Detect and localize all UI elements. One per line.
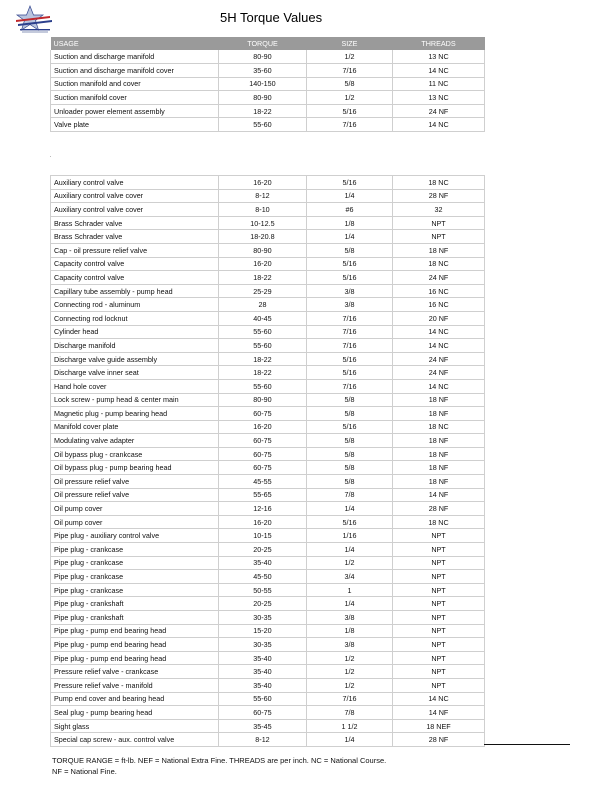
table-row xyxy=(51,570,485,584)
table-row xyxy=(51,733,485,747)
torque-cell: 45-55 xyxy=(219,475,307,489)
torque-cell: 45-50 xyxy=(219,570,307,584)
threads-cell: 24 NF xyxy=(393,366,485,380)
torque-cell: 16-20 xyxy=(219,515,307,529)
table-row xyxy=(51,91,485,105)
threads-cell: 18 NC xyxy=(393,257,485,271)
torque-cell: 35-45 xyxy=(219,719,307,733)
usage-cell: Pipe plug - crankshaft xyxy=(51,597,219,611)
threads-cell: 20 NF xyxy=(393,311,485,325)
torque-cell: 60-75 xyxy=(219,706,307,720)
divider-line xyxy=(484,744,570,745)
table-row xyxy=(51,420,485,434)
size-cell: 1/2 xyxy=(307,651,393,665)
size-cell: 5/16 xyxy=(307,271,393,285)
threads-cell: 14 NC xyxy=(393,339,485,353)
size-cell: 3/8 xyxy=(307,611,393,625)
page-title: 5H Torque Values xyxy=(220,10,323,25)
threads-cell: 16 NC xyxy=(393,298,485,312)
table-row xyxy=(51,583,485,597)
torque-cell: 35-40 xyxy=(219,651,307,665)
table-row xyxy=(51,311,485,325)
size-cell: 5/16 xyxy=(307,176,393,190)
torque-cell: 35-40 xyxy=(219,678,307,692)
usage-cell: Oil pump cover xyxy=(51,515,219,529)
usage-cell: Auxiliary control valve xyxy=(51,176,219,190)
table-row xyxy=(51,624,485,638)
torque-cell: 60-75 xyxy=(219,434,307,448)
size-cell: 1/4 xyxy=(307,733,393,747)
torque-cell: 55-60 xyxy=(219,339,307,353)
table-row xyxy=(51,298,485,312)
usage-cell: Pipe plug - crankshaft xyxy=(51,611,219,625)
table-row xyxy=(51,692,485,706)
separator-dot xyxy=(50,156,51,157)
threads-cell: 32 xyxy=(393,203,485,217)
usage-cell: Suction manifold cover xyxy=(51,91,219,105)
torque-cell: 18-22 xyxy=(219,366,307,380)
size-cell: 5/16 xyxy=(307,366,393,380)
table-row xyxy=(51,543,485,557)
size-cell: 1/2 xyxy=(307,665,393,679)
size-cell: 7/16 xyxy=(307,325,393,339)
threads-cell: 14 NF xyxy=(393,706,485,720)
usage-cell: Hand hole cover xyxy=(51,379,219,393)
size-cell: 7/16 xyxy=(307,379,393,393)
threads-cell: NPT xyxy=(393,216,485,230)
torque-cell: 15-20 xyxy=(219,624,307,638)
torque-cell: 16-20 xyxy=(219,176,307,190)
threads-cell: NPT xyxy=(393,583,485,597)
torque-cell: 60-75 xyxy=(219,447,307,461)
table-header-row xyxy=(51,37,485,50)
usage-cell: Discharge valve inner seat xyxy=(51,366,219,380)
table-row xyxy=(51,515,485,529)
torque-table-manifold xyxy=(50,37,485,132)
size-cell: 5/8 xyxy=(307,393,393,407)
table-row xyxy=(51,447,485,461)
usage-cell: Manifold cover plate xyxy=(51,420,219,434)
size-cell: 5/16 xyxy=(307,257,393,271)
threads-cell: NPT xyxy=(393,529,485,543)
size-cell: 5/8 xyxy=(307,461,393,475)
threads-cell: 18 NC xyxy=(393,515,485,529)
size-cell: 7/8 xyxy=(307,706,393,720)
table-row xyxy=(51,176,485,190)
size-cell: 5/16 xyxy=(307,515,393,529)
torque-cell: 12-16 xyxy=(219,502,307,516)
threads-cell: 13 NC xyxy=(393,91,485,105)
size-cell: 7/16 xyxy=(307,118,393,132)
threads-cell: NPT xyxy=(393,570,485,584)
torque-cell: 50-55 xyxy=(219,583,307,597)
table-row xyxy=(51,651,485,665)
usage-cell: Connecting rod locknut xyxy=(51,311,219,325)
threads-cell: NPT xyxy=(393,543,485,557)
torque-cell: 8-10 xyxy=(219,203,307,217)
torque-cell: 140-150 xyxy=(219,77,307,91)
usage-cell: Oil pump cover xyxy=(51,502,219,516)
table-row xyxy=(51,366,485,380)
usage-cell: Capillary tube assembly - pump head xyxy=(51,284,219,298)
torque-cell: 8-12 xyxy=(219,733,307,747)
torque-cell: 80-90 xyxy=(219,243,307,257)
usage-cell: Pipe plug - pump end bearing head xyxy=(51,651,219,665)
threads-cell: 18 NF xyxy=(393,447,485,461)
table-row xyxy=(51,339,485,353)
column-header-usage: USAGE xyxy=(51,37,219,50)
size-cell: 1/4 xyxy=(307,543,393,557)
size-cell: #6 xyxy=(307,203,393,217)
usage-cell: Oil bypass plug - pump bearing head xyxy=(51,461,219,475)
torque-cell: 18-22 xyxy=(219,352,307,366)
size-cell: 5/8 xyxy=(307,447,393,461)
threads-cell: 14 NC xyxy=(393,325,485,339)
table-row xyxy=(51,216,485,230)
usage-cell: Pipe plug - crankcase xyxy=(51,570,219,584)
usage-cell: Capacity control valve xyxy=(51,257,219,271)
torque-cell: 40-45 xyxy=(219,311,307,325)
usage-cell: Brass Schrader valve xyxy=(51,216,219,230)
table-row xyxy=(51,407,485,421)
size-cell: 7/16 xyxy=(307,311,393,325)
star-logo-icon xyxy=(14,5,56,35)
usage-cell: Special cap screw - aux. control valve xyxy=(51,733,219,747)
size-cell: 5/8 xyxy=(307,243,393,257)
size-cell: 5/8 xyxy=(307,77,393,91)
torque-cell: 18-22 xyxy=(219,104,307,118)
usage-cell: Suction and discharge manifold cover xyxy=(51,64,219,78)
size-cell: 1 xyxy=(307,583,393,597)
table-row xyxy=(51,379,485,393)
threads-cell: 24 NF xyxy=(393,352,485,366)
torque-cell: 35-40 xyxy=(219,665,307,679)
usage-cell: Magnetic plug - pump bearing head xyxy=(51,407,219,421)
threads-cell: 14 NC xyxy=(393,692,485,706)
size-cell: 1/2 xyxy=(307,91,393,105)
threads-cell: 14 NF xyxy=(393,488,485,502)
usage-cell: Seal plug - pump bearing head xyxy=(51,706,219,720)
column-header-threads: THREADS xyxy=(393,37,485,50)
usage-cell: Suction and discharge manifold xyxy=(51,50,219,64)
size-cell: 5/8 xyxy=(307,407,393,421)
torque-cell: 18-22 xyxy=(219,271,307,285)
table-row xyxy=(51,243,485,257)
torque-cell: 30-35 xyxy=(219,638,307,652)
threads-cell: 28 NF xyxy=(393,189,485,203)
torque-cell: 35-60 xyxy=(219,64,307,78)
size-cell: 5/8 xyxy=(307,475,393,489)
table-row xyxy=(51,719,485,733)
table-row xyxy=(51,393,485,407)
usage-cell: Cap - oil pressure relief valve xyxy=(51,243,219,257)
size-cell: 1 1/2 xyxy=(307,719,393,733)
usage-cell: Oil bypass plug - crankcase xyxy=(51,447,219,461)
threads-cell: 14 NC xyxy=(393,64,485,78)
table-row xyxy=(51,230,485,244)
size-cell: 1/8 xyxy=(307,624,393,638)
table-row xyxy=(51,678,485,692)
torque-cell: 55-60 xyxy=(219,692,307,706)
threads-cell: 18 NF xyxy=(393,407,485,421)
table-row xyxy=(51,77,485,91)
torque-cell: 18-20.8 xyxy=(219,230,307,244)
table-row xyxy=(51,556,485,570)
size-cell: 1/2 xyxy=(307,678,393,692)
table-row xyxy=(51,104,485,118)
table-row xyxy=(51,706,485,720)
torque-cell: 20-25 xyxy=(219,597,307,611)
usage-cell: Pressure relief valve - manifold xyxy=(51,678,219,692)
torque-cell: 55-60 xyxy=(219,118,307,132)
threads-cell: 28 NF xyxy=(393,733,485,747)
table-row xyxy=(51,638,485,652)
torque-cell: 28 xyxy=(219,298,307,312)
size-cell: 1/4 xyxy=(307,502,393,516)
size-cell: 3/4 xyxy=(307,570,393,584)
usage-cell: Oil pressure relief valve xyxy=(51,475,219,489)
table-row xyxy=(51,597,485,611)
threads-cell: 18 NF xyxy=(393,475,485,489)
usage-cell: Sight glass xyxy=(51,719,219,733)
table-row xyxy=(51,118,485,132)
usage-cell: Connecting rod - aluminum xyxy=(51,298,219,312)
threads-cell: 18 NC xyxy=(393,420,485,434)
torque-cell: 60-75 xyxy=(219,407,307,421)
torque-cell: 30-35 xyxy=(219,611,307,625)
table-row xyxy=(51,434,485,448)
size-cell: 1/4 xyxy=(307,597,393,611)
size-cell: 5/16 xyxy=(307,352,393,366)
usage-cell: Pipe plug - pump end bearing head xyxy=(51,638,219,652)
torque-cell: 16-20 xyxy=(219,420,307,434)
table-row xyxy=(51,189,485,203)
threads-cell: NPT xyxy=(393,678,485,692)
usage-cell: Valve plate xyxy=(51,118,219,132)
table-row xyxy=(51,488,485,502)
torque-cell: 80-90 xyxy=(219,50,307,64)
threads-cell: NPT xyxy=(393,556,485,570)
threads-cell: 18 NC xyxy=(393,176,485,190)
table-row xyxy=(51,284,485,298)
usage-cell: Oil pressure relief valve xyxy=(51,488,219,502)
table-row xyxy=(51,665,485,679)
torque-table-components xyxy=(50,175,485,747)
size-cell: 7/16 xyxy=(307,339,393,353)
usage-cell: Cylinder head xyxy=(51,325,219,339)
threads-cell: NPT xyxy=(393,611,485,625)
threads-cell: NPT xyxy=(393,651,485,665)
size-cell: 7/16 xyxy=(307,692,393,706)
threads-cell: 11 NC xyxy=(393,77,485,91)
size-cell: 7/8 xyxy=(307,488,393,502)
torque-cell: 10-15 xyxy=(219,529,307,543)
usage-cell: Auxiliary control valve cover xyxy=(51,189,219,203)
size-cell: 1/8 xyxy=(307,216,393,230)
table-row xyxy=(51,475,485,489)
threads-cell: NPT xyxy=(393,597,485,611)
torque-cell: 8-12 xyxy=(219,189,307,203)
torque-cell: 20-25 xyxy=(219,543,307,557)
table-row xyxy=(51,325,485,339)
table-row xyxy=(51,461,485,475)
size-cell: 1/16 xyxy=(307,529,393,543)
size-cell: 3/8 xyxy=(307,284,393,298)
threads-cell: 28 NF xyxy=(393,502,485,516)
usage-cell: Discharge valve guide assembly xyxy=(51,352,219,366)
usage-cell: Discharge manifold xyxy=(51,339,219,353)
torque-cell: 60-75 xyxy=(219,461,307,475)
table-row xyxy=(51,257,485,271)
usage-cell: Auxiliary control valve cover xyxy=(51,203,219,217)
table-row xyxy=(51,50,485,64)
size-cell: 1/4 xyxy=(307,230,393,244)
threads-cell: 18 NF xyxy=(393,461,485,475)
usage-cell: Unloader power element assembly xyxy=(51,104,219,118)
threads-cell: 18 NF xyxy=(393,243,485,257)
size-cell: 3/8 xyxy=(307,638,393,652)
threads-cell: 13 NC xyxy=(393,50,485,64)
usage-cell: Brass Schrader valve xyxy=(51,230,219,244)
column-header-torque: TORQUE xyxy=(219,37,307,50)
size-cell: 1/2 xyxy=(307,556,393,570)
usage-cell: Lock screw - pump head & center main xyxy=(51,393,219,407)
usage-cell: Pipe plug - crankcase xyxy=(51,543,219,557)
usage-cell: Modulating valve adapter xyxy=(51,434,219,448)
usage-cell: Pipe plug - pump end bearing head xyxy=(51,624,219,638)
threads-cell: 18 NF xyxy=(393,393,485,407)
table-row xyxy=(51,529,485,543)
usage-cell: Suction manifold and cover xyxy=(51,77,219,91)
usage-cell: Pipe plug - crankcase xyxy=(51,556,219,570)
threads-cell: 14 NC xyxy=(393,118,485,132)
threads-cell: NPT xyxy=(393,230,485,244)
threads-cell: 18 NEF xyxy=(393,719,485,733)
table-row xyxy=(51,271,485,285)
torque-cell: 80-90 xyxy=(219,393,307,407)
footnote: TORQUE RANGE = ft-lb. NEF = National Extra Fine. THREADS are per inch. NC = National Course. NF = National Fine. xyxy=(52,756,387,776)
torque-cell: 25-29 xyxy=(219,284,307,298)
torque-cell: 80-90 xyxy=(219,91,307,105)
size-cell: 5/16 xyxy=(307,420,393,434)
size-cell: 7/16 xyxy=(307,64,393,78)
torque-cell: 55-60 xyxy=(219,379,307,393)
threads-cell: 14 NC xyxy=(393,379,485,393)
table-row xyxy=(51,502,485,516)
size-cell: 5/16 xyxy=(307,104,393,118)
table-row xyxy=(51,203,485,217)
threads-cell: NPT xyxy=(393,638,485,652)
threads-cell: NPT xyxy=(393,665,485,679)
size-cell: 1/2 xyxy=(307,50,393,64)
size-cell: 3/8 xyxy=(307,298,393,312)
threads-cell: 24 NF xyxy=(393,104,485,118)
usage-cell: Pipe plug - auxiliary control valve xyxy=(51,529,219,543)
column-header-size: SIZE xyxy=(307,37,393,50)
threads-cell: 24 NF xyxy=(393,271,485,285)
usage-cell: Pipe plug - crankcase xyxy=(51,583,219,597)
torque-cell: 55-60 xyxy=(219,325,307,339)
table-row xyxy=(51,611,485,625)
torque-cell: 35-40 xyxy=(219,556,307,570)
size-cell: 1/4 xyxy=(307,189,393,203)
threads-cell: 18 NF xyxy=(393,434,485,448)
table-row xyxy=(51,64,485,78)
usage-cell: Pressure relief valve - crankcase xyxy=(51,665,219,679)
size-cell: 5/8 xyxy=(307,434,393,448)
table-row xyxy=(51,352,485,366)
threads-cell: NPT xyxy=(393,624,485,638)
threads-cell: 16 NC xyxy=(393,284,485,298)
torque-cell: 55-65 xyxy=(219,488,307,502)
torque-cell: 10-12.5 xyxy=(219,216,307,230)
usage-cell: Capacity control valve xyxy=(51,271,219,285)
usage-cell: Pump end cover and bearing head xyxy=(51,692,219,706)
torque-cell: 16-20 xyxy=(219,257,307,271)
